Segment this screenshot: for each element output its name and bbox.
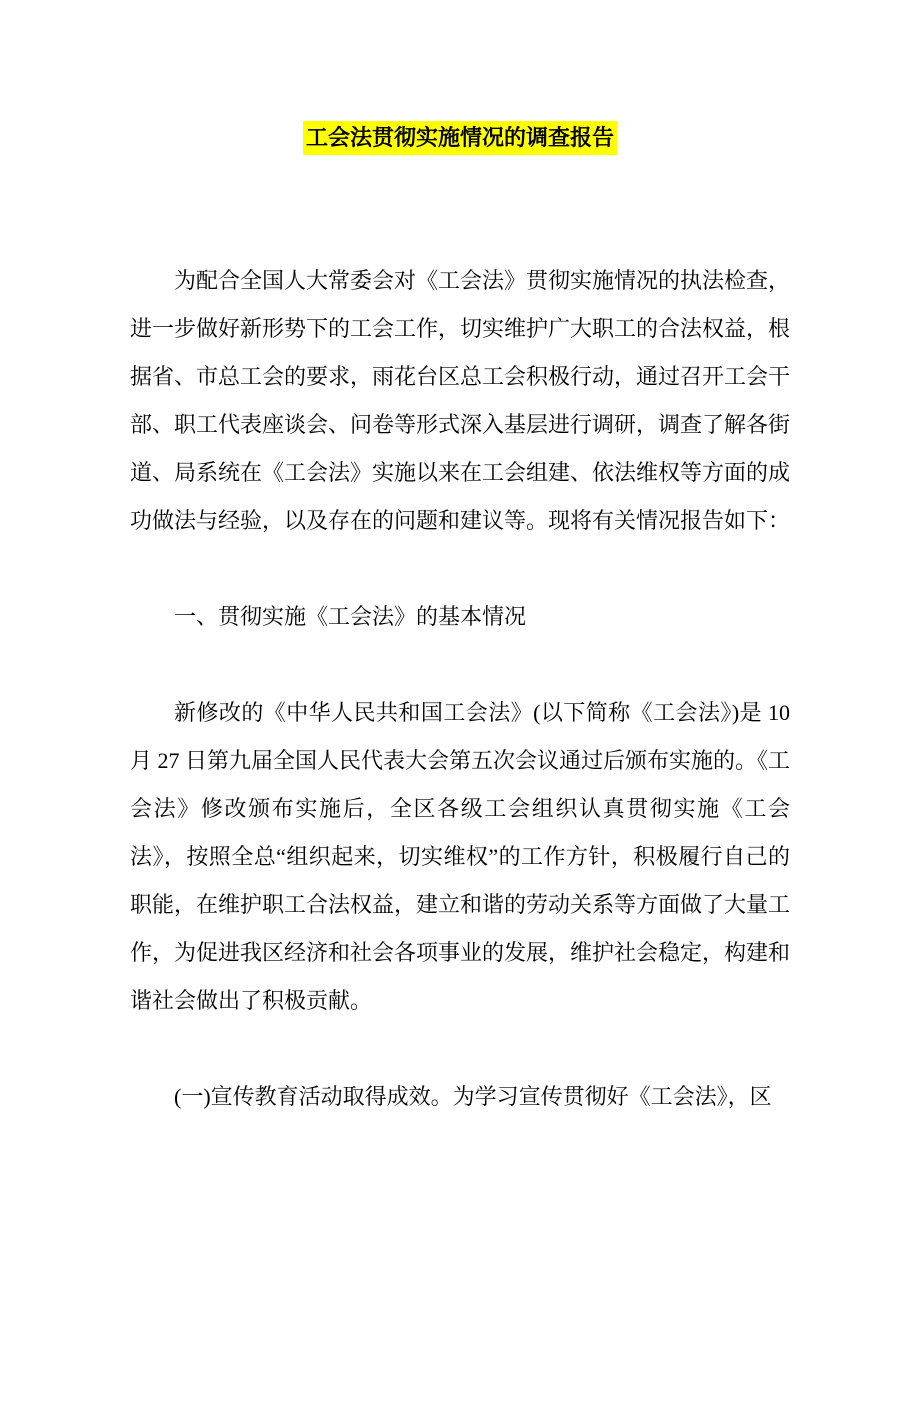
body-paragraph: 新修改的《中华人民共和国工会法》(以下简称《工会法》)是 10 月 27 日第九届全国人民代表大会第五次会议通过后颁布实施的。《工会法》修改颁布实施后，全区各级工会组织认真贯彻实施《工会法》，按照全总“组织起来，切实维权”的工作方针，积极履行自己的职能，在维护职工合法权益，建立和谐的劳动关系等方面做了大量工作，为促进我区经济和社会各项事业的发展，维护社会稳定，构建和谐社会做出了积极贡献。 [130,700,791,1013]
title-highlight: 工会法贯彻实施情况的调查报告 [303,121,617,155]
document-page [0,121,920,1423]
document-title [130,121,790,155]
document-body [130,257,790,1121]
body-paragraph: (一)宣传教育活动取得成效。为学习宣传贯彻好《工会法》，区 [174,1084,772,1109]
section-heading: 一、贯彻实施《工会法》的基本情况 [174,604,527,629]
body-paragraph: 为配合全国人大常委会对《工会法》贯彻实施情况的执法检查，进一步做好新形势下的工会工作，切实维护广大职工的合法权益，根据省、市总工会的要求，雨花台区总工会积极行动，通过召开工会干部、职工代表座谈会、问卷等形式深入基层进行调研，调查了解各街道、局系统在《工会法》实施以来在工会组建、依法维权等方面的成功做法与经验，以及存在的问题和建议等。现将有关情况报告如下： [130,268,791,533]
